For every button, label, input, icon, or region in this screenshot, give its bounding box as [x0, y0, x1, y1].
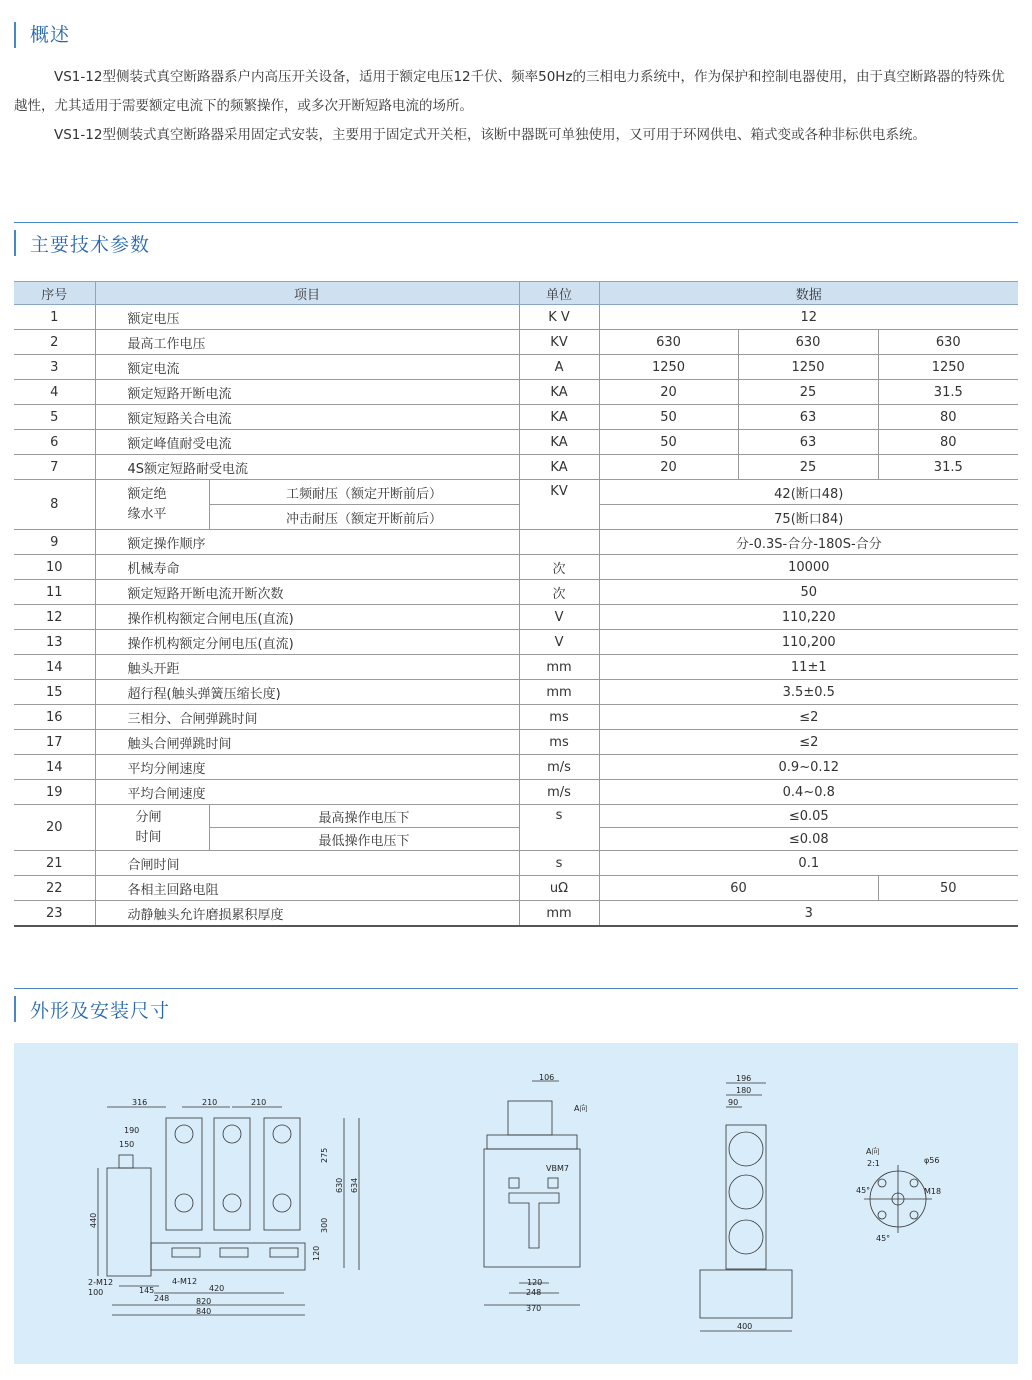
dim-label: φ56: [924, 1156, 940, 1165]
row-no: 14: [14, 655, 95, 680]
table-row: [14, 305, 1018, 330]
row-unit: uΩ: [519, 876, 599, 901]
row-value: 分-0.3S-合分-180S-合分: [599, 530, 1018, 555]
rear-column: [726, 1125, 766, 1269]
dim-label: 180: [736, 1086, 752, 1095]
detail-hole: [910, 1179, 918, 1187]
table-header-row: [14, 282, 1018, 305]
row-value: 0.9~0.12: [599, 755, 1018, 780]
dim-label: 210: [251, 1098, 267, 1107]
table-row: [14, 730, 1018, 755]
row-value: 20: [599, 380, 738, 405]
header-data: 数据: [599, 282, 1018, 305]
dim-label: 120: [312, 1245, 321, 1261]
slot: [270, 1248, 298, 1257]
row-item: 额定操作顺序: [95, 530, 519, 555]
row-item: 动静触头允许磨损累积厚度: [95, 901, 519, 927]
base-frame: [151, 1243, 305, 1270]
detail-hole: [910, 1211, 918, 1219]
row-unit: KA: [519, 430, 599, 455]
row-unit: s: [519, 851, 599, 876]
row-value: 630: [599, 330, 738, 355]
row-value: ≤0.08: [599, 828, 1018, 851]
dimensions-title: 外形及安装尺寸: [30, 1000, 171, 1022]
table-row: [14, 901, 1018, 927]
row-group: 分闸时间: [95, 805, 209, 851]
row-value: 50: [599, 580, 1018, 605]
dim-label: 630: [335, 1177, 344, 1193]
row-item: 各相主回路电阻: [95, 876, 519, 901]
dimensions-header: [14, 988, 1018, 1022]
terminal: [273, 1194, 291, 1212]
row-unit: 次: [519, 555, 599, 580]
dim-label: 4-M12: [172, 1277, 198, 1286]
row-value: 110,200: [599, 630, 1018, 655]
row-value: 31.5: [878, 380, 1018, 405]
row-unit: m/s: [519, 780, 599, 805]
row-item: 合闸时间: [95, 851, 519, 876]
side-view: [484, 1081, 580, 1305]
row-unit: KA: [519, 455, 599, 480]
row-unit: K V: [519, 305, 599, 330]
row-no: 14: [14, 755, 95, 780]
detail-view: [864, 1165, 932, 1233]
row-subitem: 最低操作电压下: [209, 828, 519, 851]
overview-paragraph-2: VS1-12型侧装式真空断路器采用固定式安装，主要用于固定式开关柜，该断中器既可单独使用，又可用于环网供电、箱式变或各种非标供电系统。: [54, 127, 926, 143]
row-value: 11±1: [599, 655, 1018, 680]
row-unit: 次: [519, 580, 599, 605]
section-bar: [14, 996, 16, 1022]
row-no: 3: [14, 355, 95, 380]
table-row: [14, 405, 1018, 430]
row-value: 42(断口48): [599, 480, 1018, 505]
dim-label: 196: [736, 1074, 752, 1083]
row-item: 额定电压: [95, 305, 519, 330]
dim-label: 45°: [856, 1186, 871, 1195]
rear-pole: [729, 1132, 763, 1166]
table-row: [14, 455, 1018, 480]
detail-hole: [878, 1179, 886, 1187]
row-value: 630: [738, 330, 878, 355]
table-row: [14, 805, 1018, 828]
row-value: 12: [599, 305, 1018, 330]
row-item: 平均分闸速度: [95, 755, 519, 780]
dim-label: 840: [196, 1307, 212, 1316]
row-subitem: 冲击耐压（额定开断前后）: [209, 505, 519, 530]
row-unit: ms: [519, 730, 599, 755]
table-row: [14, 605, 1018, 630]
row-item: 额定短路开断电流: [95, 380, 519, 405]
row-item: 4S额定短路耐受电流: [95, 455, 519, 480]
dim-label: 106: [539, 1073, 555, 1082]
dim-label: 90: [728, 1098, 739, 1107]
row-item: 触头合闸弹跳时间: [95, 730, 519, 755]
row-value: ≤0.05: [599, 805, 1018, 828]
dim-label: A向: [574, 1104, 588, 1113]
row-value: 110,220: [599, 605, 1018, 630]
front-view: [98, 1107, 359, 1315]
table-row: [14, 530, 1018, 555]
table-row: [14, 555, 1018, 580]
row-no: 2: [14, 330, 95, 355]
row-subitem: 最高操作电压下: [209, 805, 519, 828]
row-no: 1: [14, 305, 95, 330]
row-unit: V: [519, 605, 599, 630]
row-value: 50: [878, 876, 1018, 901]
dim-label: 634: [350, 1177, 359, 1193]
section-bar: [14, 22, 16, 48]
side-terminal: [508, 1101, 552, 1135]
dim-label: VBM7: [546, 1164, 569, 1173]
row-value: 50: [599, 405, 738, 430]
dim-label: 120: [527, 1278, 543, 1287]
row-no: 8: [14, 480, 95, 530]
header-item: 项目: [95, 282, 519, 305]
side-indicator: [548, 1178, 558, 1188]
dim-label: 316: [132, 1098, 148, 1107]
dimensions-section: [14, 988, 1018, 1022]
params-section: [14, 222, 1018, 256]
dim-label: 210: [202, 1098, 218, 1107]
dim-label: 248: [526, 1288, 542, 1297]
row-value: 0.1: [599, 851, 1018, 876]
row-no: 15: [14, 680, 95, 705]
dim-label: A向: [866, 1147, 880, 1156]
row-no: 4: [14, 380, 95, 405]
row-value: 20: [599, 455, 738, 480]
dim-label: 300: [320, 1217, 329, 1233]
pole: [166, 1118, 202, 1230]
table-row: [14, 851, 1018, 876]
row-no: 9: [14, 530, 95, 555]
row-subitem: 工频耐压（额定开断前后）: [209, 480, 519, 505]
table-row: [14, 380, 1018, 405]
row-item: 机械寿命: [95, 555, 519, 580]
slot: [172, 1248, 200, 1257]
row-no: 19: [14, 780, 95, 805]
row-value: 1250: [878, 355, 1018, 380]
row-item: 操作机构额定分闸电压(直流): [95, 630, 519, 655]
dim-label: 2:1: [867, 1159, 880, 1168]
terminal: [273, 1125, 291, 1143]
row-group: 额定绝缘水平: [95, 480, 209, 530]
row-value: 1250: [738, 355, 878, 380]
slot: [220, 1248, 248, 1257]
dim-label: 370: [526, 1304, 542, 1313]
row-no: 20: [14, 805, 95, 851]
section-line: [14, 222, 1018, 223]
row-no: 16: [14, 705, 95, 730]
row-value: 75(断口84): [599, 505, 1018, 530]
mechanism-box: [107, 1168, 151, 1276]
rear-view: [700, 1083, 792, 1331]
dim-label: 190: [124, 1126, 140, 1135]
row-value: ≤2: [599, 705, 1018, 730]
table-row: [14, 355, 1018, 380]
row-value: 63: [738, 405, 878, 430]
row-no: 23: [14, 901, 95, 927]
dim-label: M18: [924, 1187, 942, 1196]
row-no: 6: [14, 430, 95, 455]
side-handle: [509, 1193, 559, 1248]
dim-label: 275: [320, 1147, 329, 1163]
row-unit: s: [519, 805, 599, 851]
spec-table: [14, 281, 1018, 927]
terminal: [223, 1194, 241, 1212]
side-indicator: [509, 1178, 519, 1188]
table-row: [14, 330, 1018, 355]
row-value: 1250: [599, 355, 738, 380]
table-row: [14, 680, 1018, 705]
row-item: 触头开距: [95, 655, 519, 680]
terminal: [175, 1125, 193, 1143]
row-item: 操作机构额定合闸电压(直流): [95, 605, 519, 630]
dim-label: 248: [154, 1294, 170, 1303]
section-bar: [14, 230, 16, 256]
row-no: 10: [14, 555, 95, 580]
row-unit: KA: [519, 405, 599, 430]
row-unit: mm: [519, 655, 599, 680]
row-unit: KA: [519, 380, 599, 405]
table-row: [14, 705, 1018, 730]
overview-title: 概述: [30, 24, 71, 46]
dim-label: 100: [88, 1288, 104, 1297]
row-unit: KV: [519, 330, 599, 355]
dim-label: 2-M12: [88, 1278, 114, 1287]
table-row: [14, 755, 1018, 780]
row-no: 7: [14, 455, 95, 480]
drawings-svg: [14, 1043, 1018, 1364]
row-value: 31.5: [878, 455, 1018, 480]
row-value: 25: [738, 455, 878, 480]
row-unit: KV: [519, 480, 599, 530]
table-row: [14, 430, 1018, 455]
row-value: 25: [738, 380, 878, 405]
dim-label: 400: [737, 1322, 753, 1331]
dim-label: 440: [89, 1212, 98, 1228]
row-no: 11: [14, 580, 95, 605]
row-item: 最高工作电压: [95, 330, 519, 355]
params-header: [14, 222, 1018, 256]
row-item: 平均合闸速度: [95, 780, 519, 805]
row-unit: mm: [519, 901, 599, 927]
row-no: 5: [14, 405, 95, 430]
table-row: [14, 580, 1018, 605]
dim-label: 150: [119, 1140, 135, 1149]
rear-base: [700, 1270, 792, 1318]
terminal: [223, 1125, 241, 1143]
row-unit: ms: [519, 705, 599, 730]
row-unit: V: [519, 630, 599, 655]
table-row: [14, 480, 1018, 505]
row-value: 63: [738, 430, 878, 455]
terminal: [175, 1194, 193, 1212]
overview-paragraph-1: VS1-12型侧装式真空断路器系户内高压开关设备，适用于额定电压12千伏、频率50Hz的三相电力系统中，作为保护和控制电器使用，由于真空断路器的特殊优越性，尤其适用于需要额定电流下的频繁操作，或多次开断短路电流的场所。: [14, 69, 1005, 114]
rear-pole: [729, 1175, 763, 1209]
section-line: [14, 988, 1018, 989]
row-value: 3.5±0.5: [599, 680, 1018, 705]
row-unit: A: [519, 355, 599, 380]
row-no: 12: [14, 605, 95, 630]
row-value: 80: [878, 430, 1018, 455]
pole: [264, 1118, 300, 1230]
dim-label: 820: [196, 1297, 212, 1306]
row-item: 三相分、合闸弹跳时间: [95, 705, 519, 730]
row-item: 额定峰值耐受电流: [95, 430, 519, 455]
dim-label: 420: [209, 1284, 225, 1293]
knob: [119, 1155, 133, 1168]
detail-hole: [878, 1211, 886, 1219]
table-row: [14, 876, 1018, 901]
header-unit: 单位: [519, 282, 599, 305]
row-value: 630: [878, 330, 1018, 355]
pole: [214, 1118, 250, 1230]
rear-view-labels: [728, 1074, 752, 1331]
overview-section: [14, 18, 1018, 150]
row-value: 0.4~0.8: [599, 780, 1018, 805]
row-value: 50: [599, 430, 738, 455]
row-item: 额定电流: [95, 355, 519, 380]
row-value: 60: [599, 876, 878, 901]
dim-label: 145: [139, 1286, 155, 1295]
header-no: 序号: [14, 282, 95, 305]
row-unit: mm: [519, 680, 599, 705]
row-unit: m/s: [519, 755, 599, 780]
table-row: [14, 630, 1018, 655]
row-no: 17: [14, 730, 95, 755]
side-top: [487, 1135, 577, 1149]
table-row: [14, 655, 1018, 680]
row-value: ≤2: [599, 730, 1018, 755]
row-value: 80: [878, 405, 1018, 430]
row-item: 超行程(触头弹簧压缩长度): [95, 680, 519, 705]
dimension-drawings: [14, 1043, 1018, 1364]
overview-header: [14, 18, 1018, 50]
dim-label: 45°: [876, 1234, 891, 1243]
table-row: [14, 780, 1018, 805]
row-value: 3: [599, 901, 1018, 927]
row-no: 13: [14, 630, 95, 655]
params-title: 主要技术参数: [30, 234, 151, 256]
row-no: 22: [14, 876, 95, 901]
row-value: 10000: [599, 555, 1018, 580]
row-unit: [519, 530, 599, 555]
row-no: 21: [14, 851, 95, 876]
rear-pole: [729, 1220, 763, 1254]
row-item: 额定短路开断电流开断次数: [95, 580, 519, 605]
row-item: 额定短路关合电流: [95, 405, 519, 430]
detail-view-labels: [856, 1146, 941, 1243]
